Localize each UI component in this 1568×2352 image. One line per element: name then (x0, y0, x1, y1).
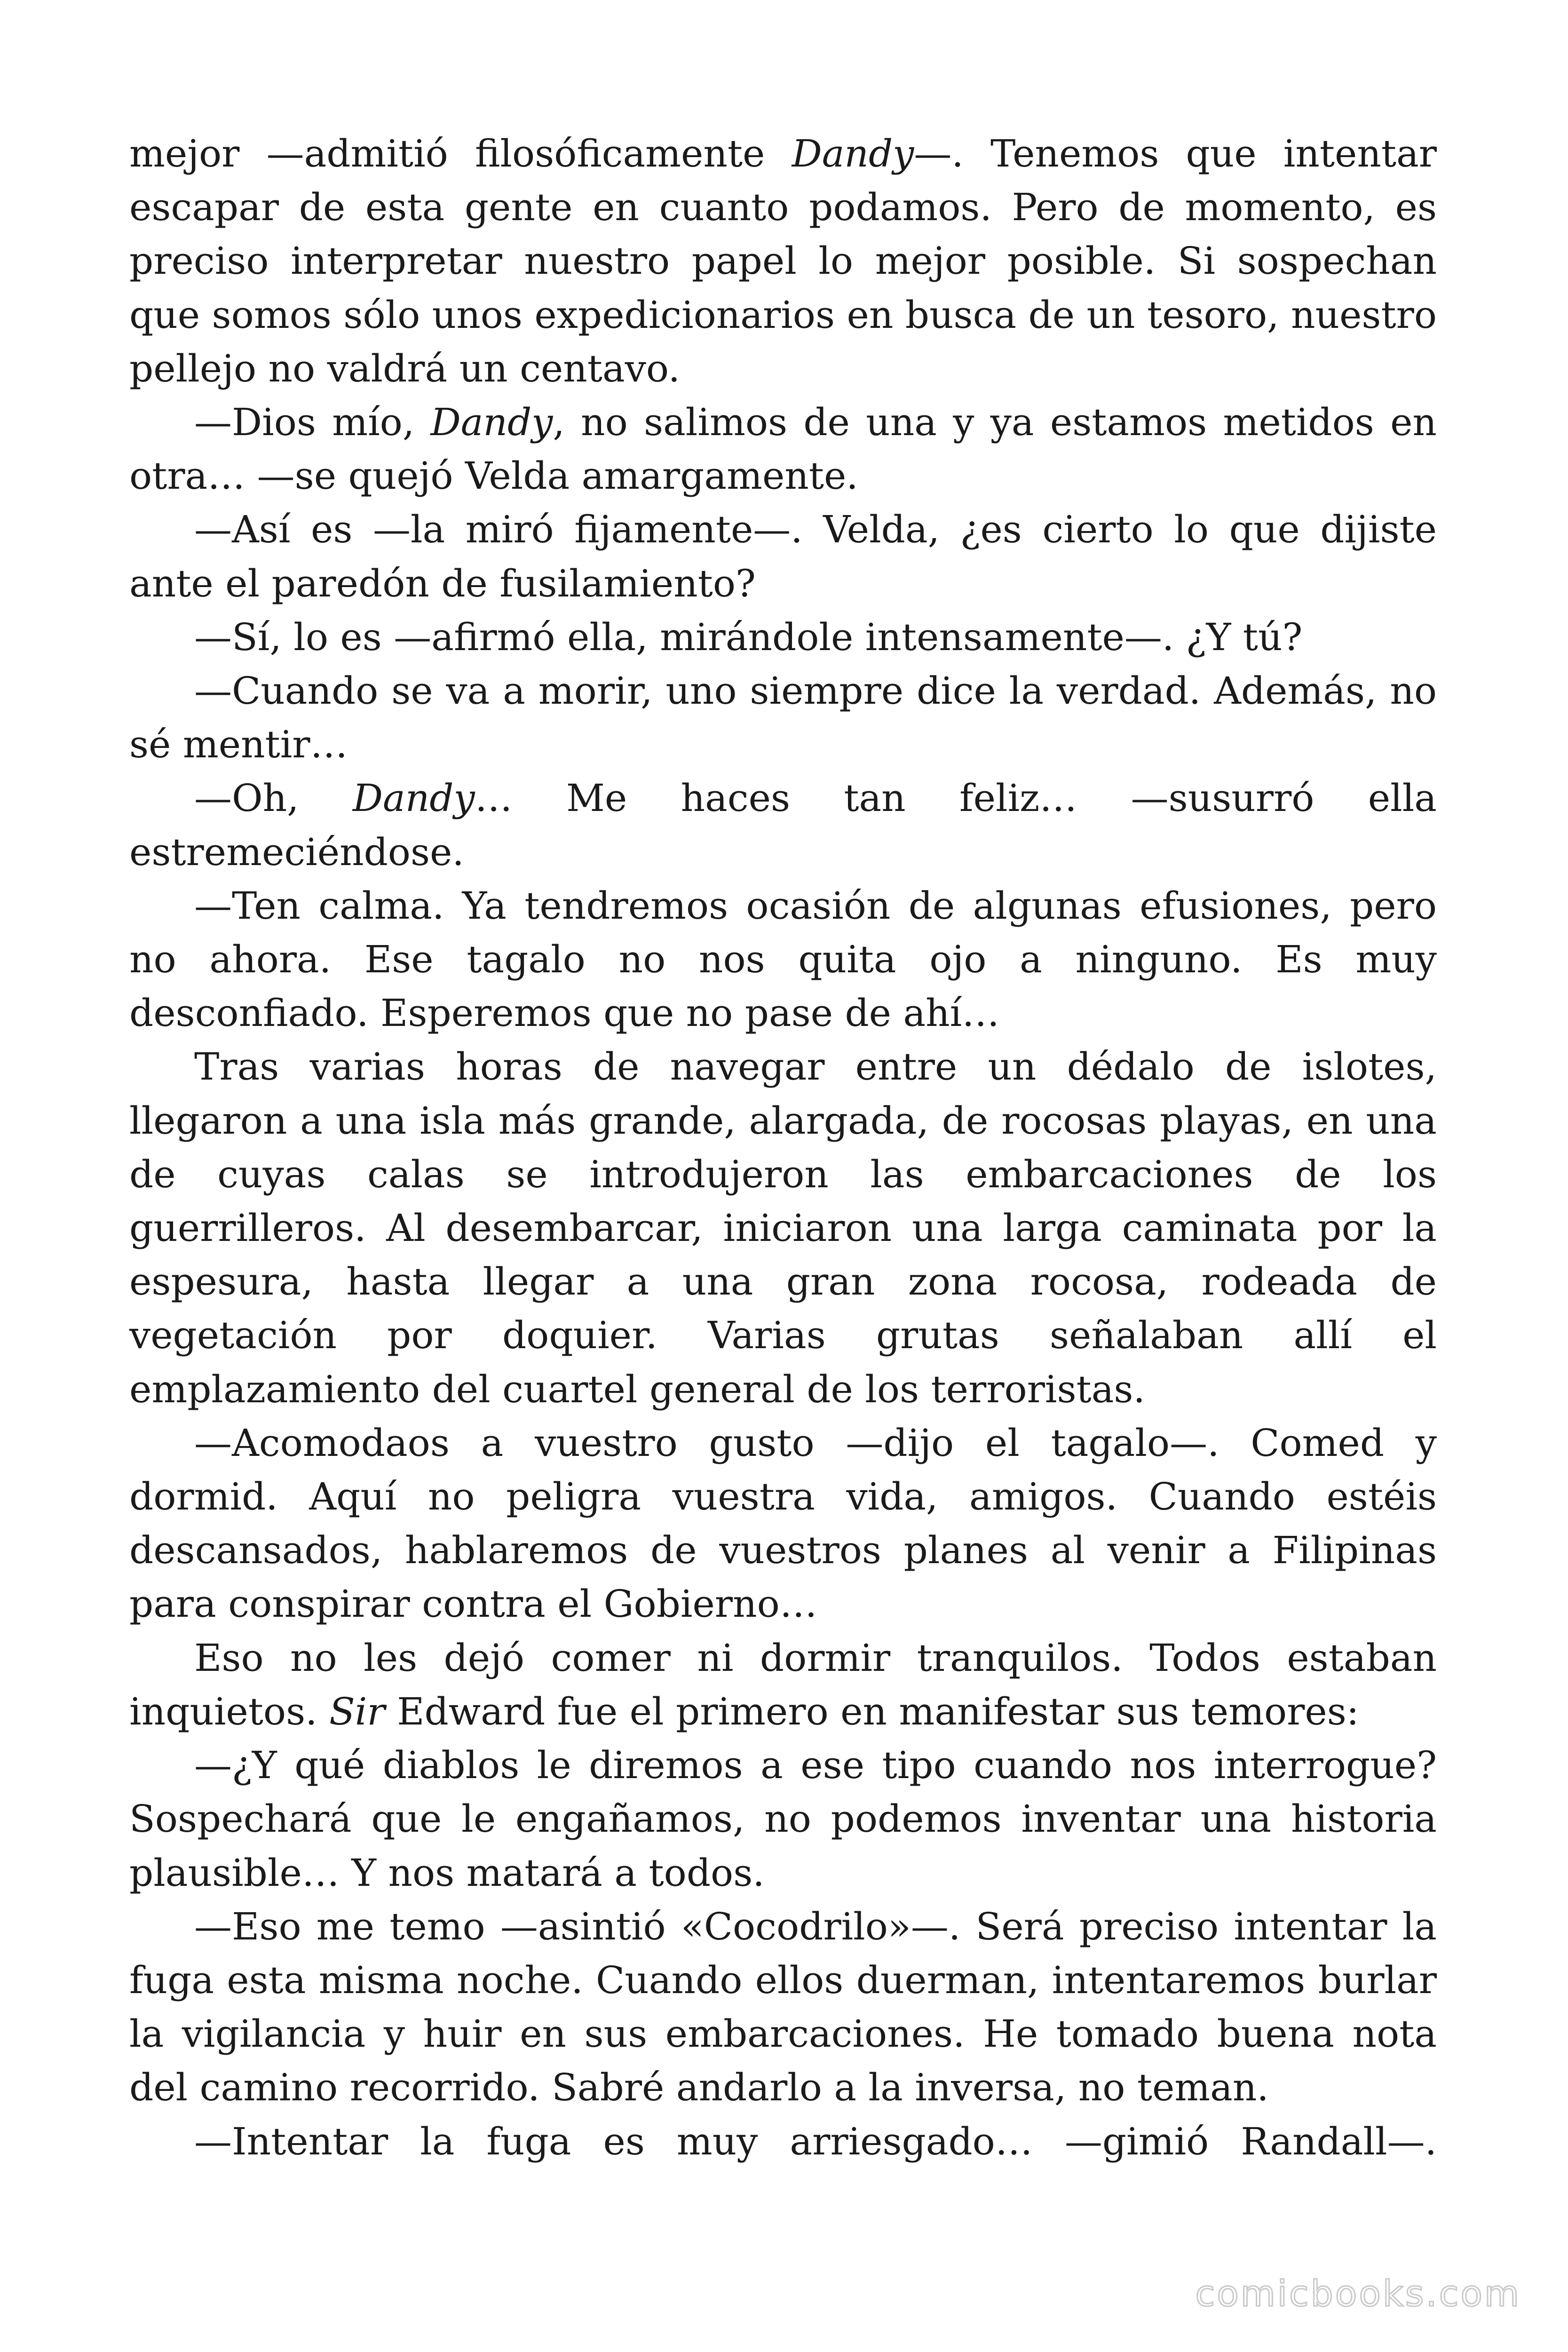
text-run: … Me haces tan feliz… —susurró ella estremeciéndose. (129, 776, 1437, 874)
italic-text-run: Sir (329, 1689, 385, 1733)
text-run: —Así es —la miró fijamente—. Velda, ¿es cierto lo que dijiste ante el paredón de fusilamiento? (129, 508, 1437, 605)
text-run: —Dios mío, (194, 400, 431, 445)
paragraph (129, 127, 1437, 396)
text-run: —. Tenemos que intentar escapar de esta gente en cuanto podamos. Pero de momento, es preciso interpretar nuestro papel lo mejor posible. Si sospechan que somos sólo unos expedicionarios en busca de un tesoro, nuestro pellejo no valdrá un centavo. (129, 132, 1437, 390)
italic-text-run: Dandy (352, 776, 475, 820)
paragraph (129, 879, 1437, 1041)
text-run: Tras varias horas de navegar entre un dédalo de islotes, llegaron a una isla más grande, alargada, de rocosas playas, en una de cuyas calas se introdujeron las embarcaciones de los guerrilleros. Al desembarcar, iniciaron una larga caminata por la espesura, hasta llegar a una gran zona rocosa, rodeada de vegetación por doquier. Varias grutas señalaban allí el emplazamiento del cuartel general de los terroristas. (129, 1045, 1437, 1411)
text-run: Eso no les dejó comer ni dormir tranquilos. Todos estaban inquietos. (129, 1636, 1437, 1733)
text-run: —Eso me temo —asintió «Cocodrilo»—. Será preciso intentar la fuga esta misma noche. Cuando ellos duerman, intentaremos burlar la vigilancia y huir en sus embarcaciones. He tomado buena nota del camino recorrido. Sabré andarlo a la inversa, no teman. (129, 1904, 1437, 2110)
text-run: —Oh, (194, 776, 353, 820)
text-run: —Ten calma. Ya tendremos ocasión de algunas efusiones, pero no ahora. Ese tagalo no nos quita ojo a ninguno. Es muy desconfiado. Esperemos que no pase de ahí… (129, 883, 1437, 1035)
paragraph (129, 396, 1437, 503)
text-run: —¿Y qué diablos le diremos a ese tipo cuando nos interrogue? Sospechará que le engañamos, no podemos inventar una historia plausible… Y nos matará a todos. (129, 1743, 1437, 1895)
watermark: comicbooks.com (1195, 2273, 1521, 2314)
paragraph (129, 611, 1437, 664)
paragraph (129, 503, 1437, 610)
paragraph (129, 1631, 1437, 1739)
paragraph (129, 1900, 1437, 2115)
text-run: —Sí, lo es —afirmó ella, mirándole intensamente—. ¿Y tú? (194, 615, 1303, 659)
paragraph (129, 664, 1437, 771)
text-run: —Cuando se va a morir, uno siempre dice la verdad. Además, no sé mentir… (129, 669, 1437, 767)
paragraph (129, 2115, 1437, 2169)
italic-text-run: Dandy (430, 400, 553, 445)
text-run: , no salimos de una y ya estamos metidos en otra… —se quejó Velda amargamente. (129, 400, 1437, 498)
paragraph (129, 1416, 1437, 1631)
paragraph (129, 1739, 1437, 1900)
paragraph (129, 1040, 1437, 1416)
text-run: mejor —admitió filosóficamente (129, 132, 792, 175)
text-run: —Intentar la fuga es muy arriesgado… —gimió Randall—. (194, 2119, 1437, 2163)
text-run: —Acomodaos a vuestro gusto —dijo el tagalo—. Comed y dormid. Aquí no peligra vuestra vida, amigos. Cuando estéis descansados, hablaremos de vuestros planes al venir a Filipinas para conspirar contra el Gobierno… (129, 1421, 1437, 1626)
body-text (129, 127, 1437, 2169)
text-run: Edward fue el primero en manifestar sus temores: (385, 1689, 1359, 1733)
italic-text-run: Dandy (792, 132, 914, 175)
paragraph (129, 771, 1437, 879)
